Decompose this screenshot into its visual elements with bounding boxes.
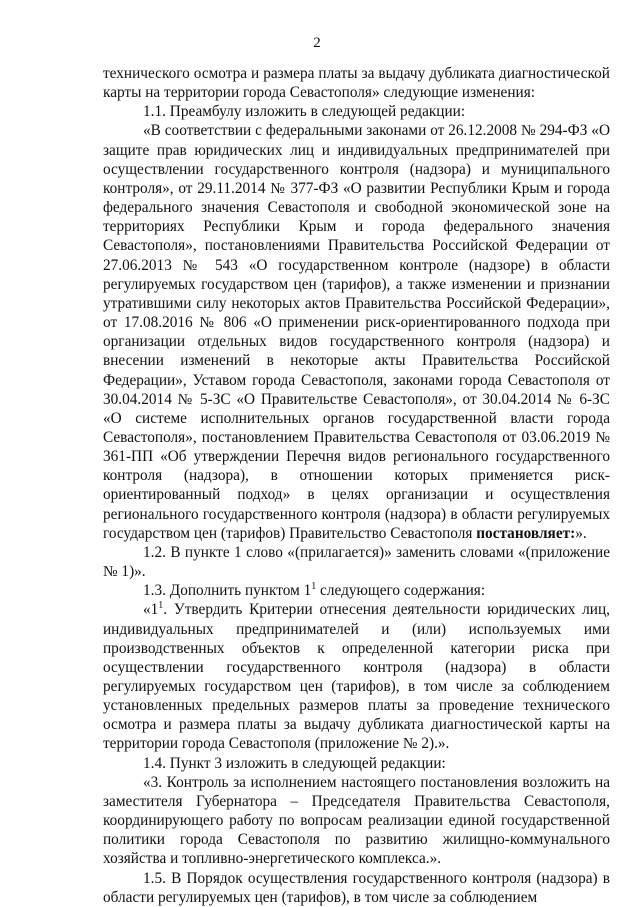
point-1-1-start: «1 [143, 601, 159, 619]
paragraph-1-3-end: следующего содержания: [316, 582, 486, 600]
preamble-body: «В соответствии с федеральными законами от 26.12.2008 № 294-ФЗ «О защите прав юридических лиц и индивидуальных предпринимателей при осуществлении государственного контроля (надзора) и муниципального контроля», от 29.11.2014 № 377-ФЗ «О развитии Республики Крым и города федерального значения Севастополя и свободной экономической зоне на территориях Республики Крым и города федерального значения Севастополя», постановлениями Правительства Российской Федерации от 27.06.2013 № 543 «О государственном контроле (надзоре) в области регулируемых государством цен (тарифов), а также изменении и признании утратившими силу некоторых актов Правительства Российской Федерации», от 17.08.2016 № 806 «О применении риск-ориентированного подхода при организации отдельных видов государственного контроля (надзора) и внесении изменений в некоторые акты Правительства Российской Федерации», Уставом города Севастополя, законами города Севастополя от 30.04.2014 № 5-ЗС «О Правительстве Севастополя», от 30.04.2014 № 6-ЗС «О системе исполнительных органов государственной власти города Севастополя», постановлением Правительства Севастополя от 03.06.2019 № 361-ПП «Об утверждении Перечня видов регионального государственного контроля (надзора), в отношении которых применяется риск-ориентированный подход» в целях организации и осуществления регионального государственного контроля (надзора) в области регулируемых государством цен (тарифов) Правительство Севастополя [103, 122, 610, 542]
paragraph-1-5: 1.5. В Порядок осуществления государственного контроля (надзора) в области регулируемых цен (тарифов), в том числе за соблюдением [103, 869, 610, 906]
paragraph-1-4: 1.4. Пункт 3 изложить в следующей редакции: [143, 754, 446, 772]
paragraph-point-1-1-text [103, 600, 610, 753]
point-1-1-body: . Утвердить Критерии отнесения деятельности юридических лиц, индивидуальных предпринимателей и (или) используемых ими производственных объектов к определенной категории риска при осуществлении государственного контроля (надзора) в области регулируемых государством цен (тарифов), в том числе за соблюдением установленных предельных размеров платы за проведение технического осмотра и размера платы за выдачу дубликата диагностической карты на территории города Севастополя (приложение № 2).». [103, 601, 610, 753]
paragraph-preamble-text [103, 121, 610, 542]
paragraph-1-2: 1.2. В пункте 1 слово «(прилагается)» заменить словами «(приложение № 1)». [103, 543, 610, 581]
page-number: 2 [313, 35, 321, 51]
paragraph-1-3-start: 1.3. Дополнить пунктом 1 [143, 582, 312, 600]
paragraph-1-3-superscript: 1 [311, 581, 317, 593]
paragraph-point-3-text: «3. Контроль за исполнением настоящего постановления возложить на заместителя Губернатора – Председателя Правительства Севастополя, координирующего работу по вопросам реализации единой государственной политики города Севастополя по развитию жилищно-коммунального хозяйства и топливно-энергетического комплекса.». [103, 773, 610, 868]
document-body [103, 64, 610, 907]
paragraph-1-3 [103, 581, 610, 600]
preamble-decree-word: постановляет: [476, 524, 576, 542]
preamble-end: ». [575, 524, 587, 542]
paragraph-1-1: 1.1. Преамбулу изложить в следующей редакции: [143, 103, 466, 121]
paragraph-intro-continuation: технического осмотра и размера платы за выдачу дубликата диагностической карты на территории города Севастополя» следующие изменения: [103, 65, 610, 102]
point-1-1-superscript: 1 [158, 600, 164, 612]
